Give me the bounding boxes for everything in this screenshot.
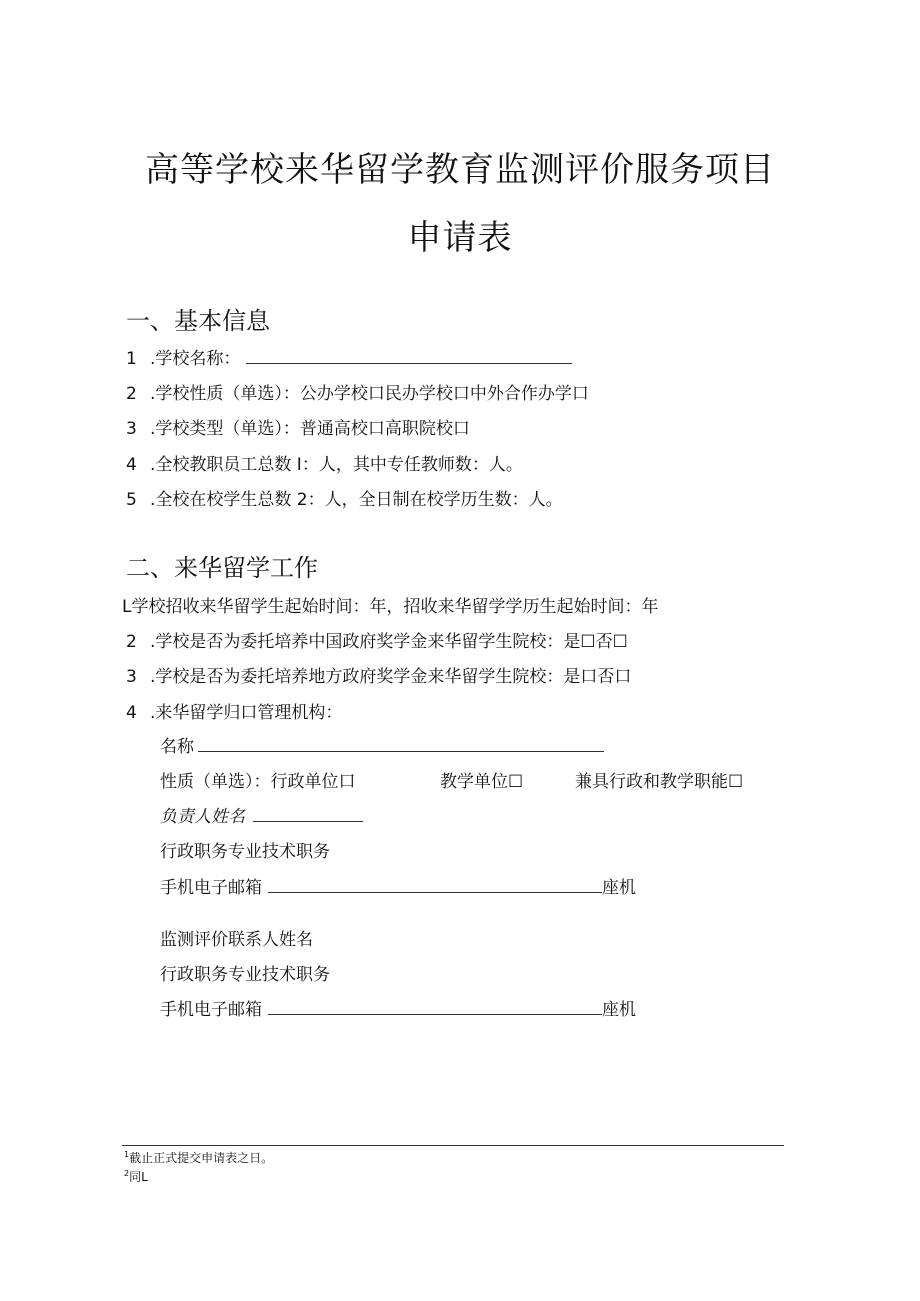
org-nature-option-2: 教学单位☐ bbox=[440, 772, 524, 792]
org-name-line: 名称 bbox=[160, 732, 604, 757]
org-nature-option-3: 兼具行政和教学职能☐ bbox=[575, 772, 744, 792]
footnote-2: $^2$同L bbox=[124, 1169, 148, 1184]
monitor-contact-name-line: 监测评价联系人姓名 bbox=[160, 930, 313, 950]
footnote-divider bbox=[122, 1145, 784, 1146]
central-scholarship-line: 2 .学校是否为委托培养中国政府奖学金来华留学生院校：是☐否☐ bbox=[126, 632, 628, 652]
page-title: 高等学校来华留学教育监测评价服务项目 bbox=[145, 150, 775, 190]
management-org-line: 4 .来华留学归口管理机构： bbox=[126, 703, 343, 723]
staff-count-line: 4 .全校教职员工总数 I：人，其中专任教师数：人。 bbox=[126, 455, 523, 475]
student-count-line: 5 .全校在校学生总数 2：人，全日制在校学历生数：人。 bbox=[126, 490, 563, 510]
school-nature-line: 2 .学校性质（单选）：公办学校口民办学校口中外合作办学口 bbox=[126, 384, 589, 404]
school-name-line: 1 .学校名称： bbox=[126, 344, 572, 369]
section-heading-study-in-china: 二、来华留学工作 bbox=[126, 554, 318, 582]
org-nature-option-1: 性质（单选）：行政单位口 bbox=[160, 772, 356, 792]
start-time-line: L学校招收来华留学生起始时间：年，招收来华留学学历生起始时间：年 bbox=[122, 597, 659, 617]
leader-contact-field[interactable] bbox=[268, 878, 602, 893]
monitor-contact-line: 手机电子邮箱 座机 bbox=[160, 1000, 636, 1020]
school-type-line: 3 .学校类型（单选）：普通高校口高职院校口 bbox=[126, 419, 470, 439]
monitor-contact-field[interactable] bbox=[268, 1000, 602, 1015]
org-name-field[interactable] bbox=[198, 737, 604, 752]
local-scholarship-line: 3 .学校是否为委托培养地方政府奖学金来华留学生院校：是口否口 bbox=[126, 667, 632, 687]
leader-name-line: 负责人姓名 bbox=[160, 802, 363, 827]
monitor-duty-line: 行政职务专业技术职务 bbox=[160, 965, 330, 985]
footnote-1: $^1$截止正式提交申请表之日。 bbox=[124, 1150, 274, 1165]
leader-name-field[interactable] bbox=[253, 807, 363, 822]
school-name-field[interactable] bbox=[246, 349, 572, 364]
section-heading-basic-info: 一、基本信息 bbox=[126, 307, 270, 335]
leader-contact-line: 手机电子邮箱 座机 bbox=[160, 878, 636, 898]
page-subtitle: 申请表 bbox=[407, 218, 513, 258]
leader-duty-line: 行政职务专业技术职务 bbox=[160, 842, 330, 862]
